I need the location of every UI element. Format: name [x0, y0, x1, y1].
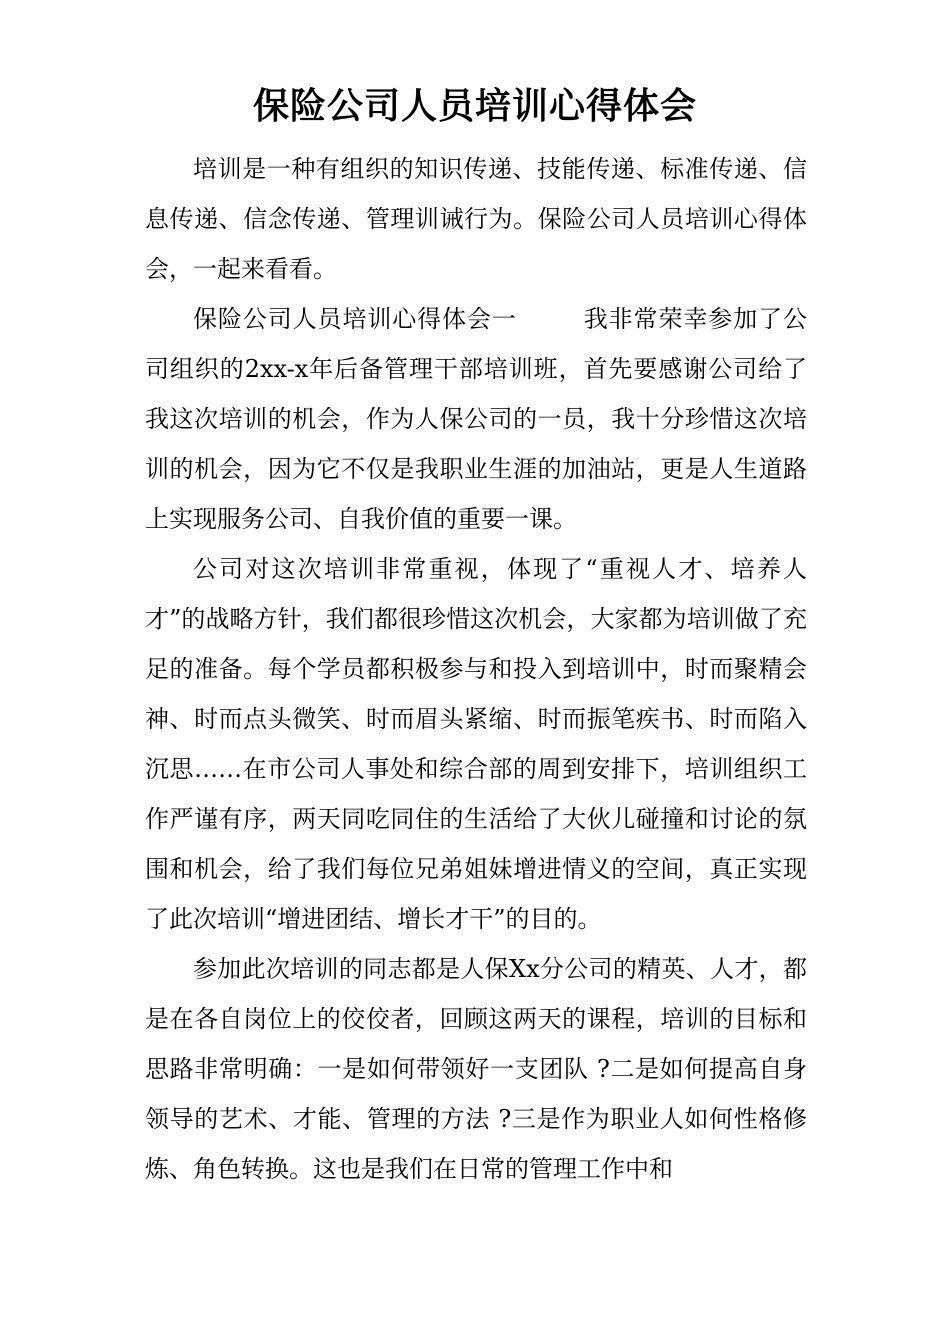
section-heading: 保险公司人员培训心得体会一: [193, 305, 517, 333]
paragraph-2: 公司对这次培训非常重视，体现了“重视人才、培养人才”的战略方针，我们都很珍惜这次机会，大家都为培训做了充足的准备。每个学员都积极参与和投入到培训中，时而聚精会神、时而点头微笑、时而眉头紧缩、时而振笔疾书、时而陷入沉思……在市公司人事处和综合部的周到安排下，培训组织工作严谨有序，两天同吃同住的生活给了大伙儿碰撞和讨论的氛围和机会，给了我们每位兄弟姐妹增进情义的空间，真正实现了此次培训“增进团结、增长才干”的目的。: [145, 555, 807, 933]
document-title: 保险公司人员培训心得体会: [252, 85, 697, 127]
section-one-text: 我非常荣幸参加了公司组织的2xx-x年后备管理干部培训班，首先要感谢公司给了我这次培训的机会，作为人保公司的一员，我十分珍惜这次培训的机会，因为它不仅是我职业生涯的加油站，更是人生道路上实现服务公司、自我价值的重要一课。: [145, 305, 808, 533]
section-one-paragraph: [145, 294, 807, 544]
intro-paragraph: 培训是一种有组织的知识传递、技能传递、标准传递、信息传递、信念传递、管理训诫行为。保险公司人员培训心得体会，一起来看看。: [145, 155, 807, 283]
document-body: [145, 144, 807, 1194]
paragraph-3: 参加此次培训的同志都是人保Xx分公司的精英、人才，都是在各自岗位上的佼佼者，回顾这两天的课程，培训的目标和思路非常明确：一是如何带领好一支团队 ?二是如何提高自身领导的艺术、才能、管理的方法 ?三是作为职业人如何性格修炼、角色转换。这也是我们在日常的管理工作中和: [145, 955, 807, 1183]
